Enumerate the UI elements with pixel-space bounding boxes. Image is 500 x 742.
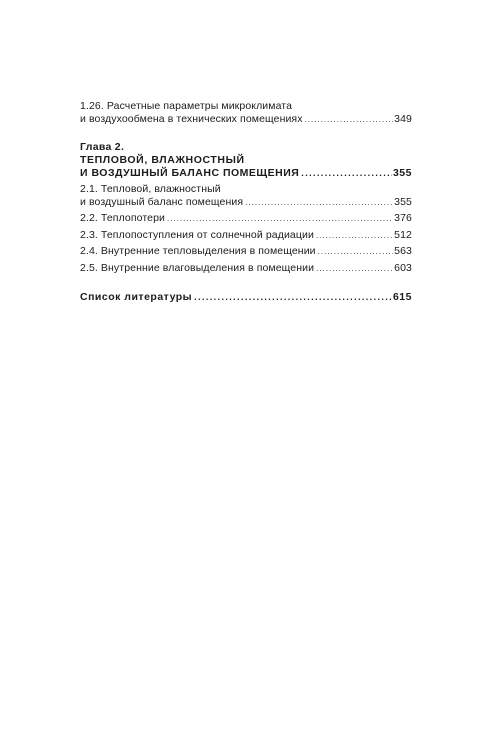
toc-entry-1-26 xyxy=(80,100,412,126)
leader-dots xyxy=(305,113,394,126)
page-number: 563 xyxy=(394,245,412,257)
toc-entry-2-4 xyxy=(80,245,412,258)
toc-references xyxy=(80,291,412,304)
toc-entry-text: 2.4. Внутренние тепловыделения в помещении xyxy=(80,245,316,257)
page-number: 349 xyxy=(394,113,412,125)
toc-entry-text: и воздушный баланс помещения xyxy=(80,196,244,208)
toc-entry-line xyxy=(80,212,412,225)
toc-entry-2-5 xyxy=(80,262,412,275)
toc-chapter-2 xyxy=(80,141,412,180)
leader-dots xyxy=(194,291,392,304)
chapter-heading: Глава 2. xyxy=(80,141,125,153)
toc-entry-line xyxy=(80,196,412,209)
toc-entry-text: 2.2. Теплопотери xyxy=(80,212,165,224)
toc-entry-line xyxy=(80,167,412,180)
page-number: 615 xyxy=(392,291,412,303)
page-number: 603 xyxy=(394,262,412,274)
toc-entry-text: Список литературы xyxy=(80,291,193,303)
toc-entry-2-1 xyxy=(80,183,412,209)
chapter-title: ТЕПЛОВОЙ, ВЛАЖНОСТНЫЙ xyxy=(80,154,245,166)
toc-entry-line xyxy=(80,262,412,275)
toc-entry-text: и воздухообмена в технических помещениях xyxy=(80,113,303,125)
leader-dots xyxy=(245,196,393,209)
leader-dots xyxy=(301,167,392,180)
toc-entry-text: 2.5. Внутренние влаговыделения в помещении xyxy=(80,262,315,274)
leader-dots xyxy=(167,212,393,225)
toc-entry-2-3 xyxy=(80,229,412,242)
toc-entry-text: 1.26. Расчетные параметры микроклимата xyxy=(80,100,293,112)
toc-entry-2-2 xyxy=(80,212,412,225)
toc-entry-line xyxy=(80,229,412,242)
toc-entry-line xyxy=(80,291,412,304)
page-number: 376 xyxy=(394,212,412,224)
toc-entry-text: 2.3. Теплопоступления от солнечной радиации xyxy=(80,229,314,241)
chapter-title: И ВОЗДУШНЫЙ БАЛАНС ПОМЕЩЕНИЯ xyxy=(80,167,300,179)
page-number: 355 xyxy=(394,196,412,208)
page-number: 512 xyxy=(394,229,412,241)
toc-entry-line xyxy=(80,245,412,258)
toc-entry-line xyxy=(80,113,412,126)
leader-dots xyxy=(318,245,394,258)
leader-dots xyxy=(316,262,393,275)
page-number: 355 xyxy=(392,167,412,179)
toc-entry-text: 2.1. Тепловой, влажностный xyxy=(80,183,221,195)
leader-dots xyxy=(316,229,393,242)
